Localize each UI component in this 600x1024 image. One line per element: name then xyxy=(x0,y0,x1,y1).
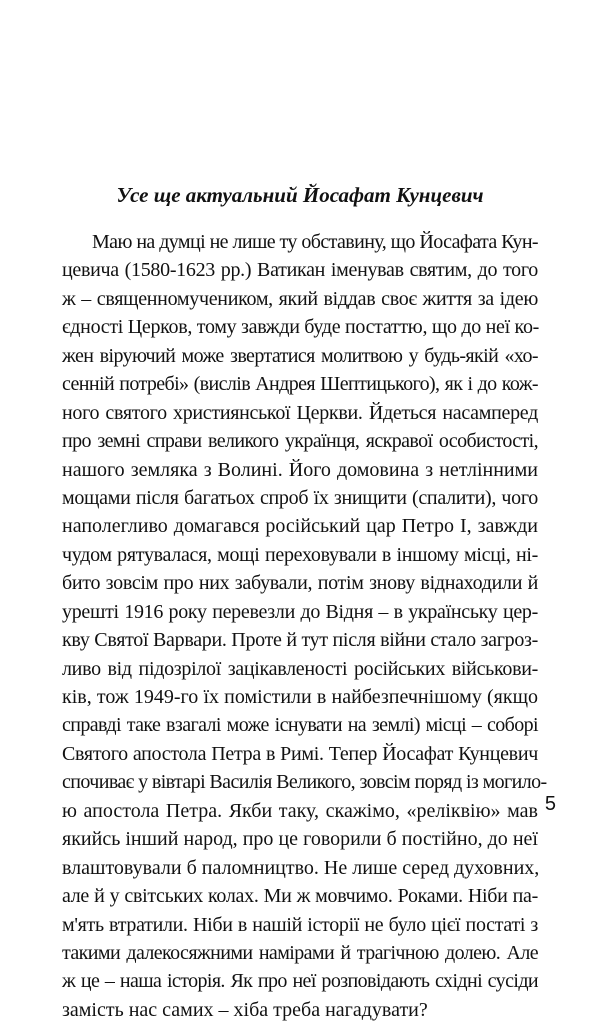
paragraph-line: справді таке взагалі може існувати на землі) місці – соборі xyxy=(62,714,538,737)
paragraph-line: ж це – наша історія. Як про неї розповідають східні сусіди xyxy=(62,970,538,993)
paragraph-line: про земні справи великого українця, яскравої особистості, xyxy=(62,430,538,453)
paragraph-line: влаштовували б паломництво. Не лише серед духовних, xyxy=(62,856,540,879)
paragraph-line: єдності Церков, тому завжди буде постаттю, що до неї ко- xyxy=(62,316,540,339)
paragraph-line: сенній потребі» (вислів Андрея Шептицького), як і до кож- xyxy=(62,373,538,396)
paragraph-line: замість нас самих – хіба треба нагадувати? xyxy=(62,998,428,1021)
paragraph-line: жен віруючий може звертатися молитвою у будь-якій «хо- xyxy=(62,344,538,367)
paragraph-line: бито зовсім про них забували, потім знову віднаходили й xyxy=(62,572,538,595)
paragraph-line: ж – священномучеником, який віддав своє життя за ідею xyxy=(62,287,538,310)
paragraph-line: ного святого християнської Церкви. Йдеться насамперед xyxy=(62,401,538,424)
paragraph-line: Святого апостола Петра в Римі. Тепер Йосафат Кунцевич xyxy=(62,742,538,765)
paragraph-line: Маю на думці не лише ту обставину, що Йосафата Кун- xyxy=(92,231,538,253)
paragraph-line: ю апостола Петра. Якби таку, скажімо, «реліквію» мав xyxy=(62,799,538,822)
paragraph-line: цевича (1580-1623 рр.) Ватикан іменував святим, до того xyxy=(62,259,538,282)
paragraph-line: такими далекосяжними намірами й трагічною долею. Але xyxy=(62,941,538,964)
paragraph-line: м'ять втратили. Ніби в нашій історії не було цієї постаті з xyxy=(62,913,538,936)
paragraph-line: наполегливо домагався російський цар Петро І, завжди xyxy=(62,515,538,538)
paragraph-line: мощами після багатьох спроб їх знищити (спалити), чого xyxy=(62,486,538,509)
paragraph-line: ливо від підозрілої зацікавленості російських військови- xyxy=(62,657,538,680)
paragraph-line: якийсь інший народ, про це говорили б постійно, до неї xyxy=(62,828,538,851)
page-number: 5 xyxy=(544,793,556,815)
paragraph-line: нашого земляка з Волині. Його домовина з нетлінними xyxy=(62,458,538,481)
paragraph-line: але й у світських колах. Ми ж мовчимо. Роками. Ніби па- xyxy=(62,885,538,908)
paragraph-line: урешті 1916 року перевезли до Відня – в українську цер- xyxy=(62,600,538,623)
paragraph-line: кву Святої Варвари. Проте й тут після війни стало загроз- xyxy=(62,629,538,652)
paragraph-line: ків, тож 1949-го їх помістили в найбезпечнішому (якщо xyxy=(62,686,538,708)
paragraph-line: чудом рятувалася, мощі переховували в іншому місці, ні- xyxy=(62,543,538,566)
paragraph-line: спочиває у вівтарі Василія Великого, зовсім поряд із могило- xyxy=(62,771,547,794)
chapter-heading: Усе ще актуальний Йосафат Кунцевич xyxy=(116,183,484,207)
body-paragraph xyxy=(62,228,547,1024)
